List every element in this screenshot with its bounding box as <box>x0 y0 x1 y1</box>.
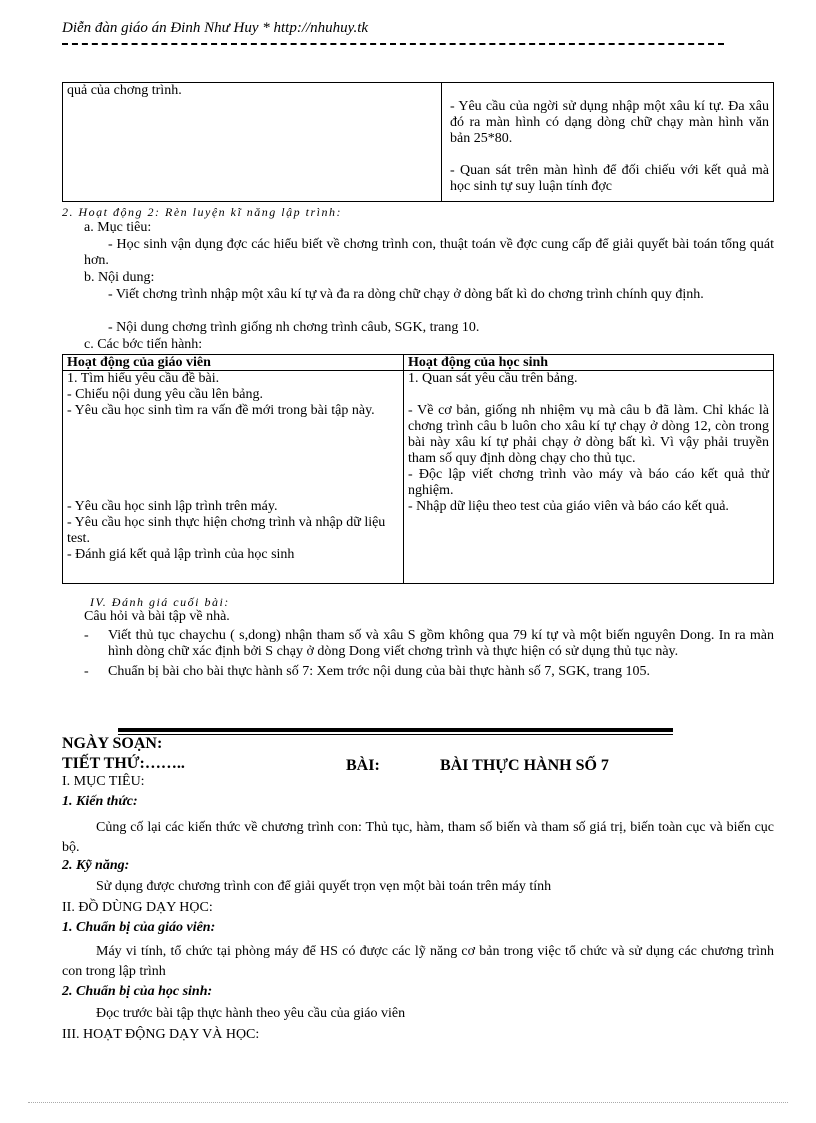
teacher-line-4: - Yêu cầu học sinh lập trình trên máy. <box>67 499 278 514</box>
tiet-thu: TIẾT THỨ:…….. <box>62 755 185 772</box>
footer-rule <box>28 1102 788 1103</box>
continuation-left-text: quả của chơng trình. <box>67 83 182 98</box>
gv-label: 1. Chuẩn bị của giáo viên: <box>62 920 216 935</box>
teacher-line-2: - Chiếu nội dung yêu cầu lên bảng. <box>67 387 263 402</box>
activity-table <box>62 354 774 584</box>
activity2-a-label: a. Mục tiêu: <box>84 220 152 235</box>
activity2-a-text: - Học sinh vận dụng đợc các hiểu biết về chơng trình con, thuật toán về đợc cung cấp để giải quyết bài toán tổng quát hơn. <box>84 237 774 268</box>
activity2-b-text-1: - Viết chơng trình nhập một xâu kí tự và đa ra dòng chữ chạy ở dòng bất kì do chơng trình chính quy định. <box>108 287 704 302</box>
student-line-4: - Nhập dữ liệu theo test của giáo viên và báo cáo kết quả. <box>408 499 729 514</box>
ngay-soan: NGÀY SOẠN: <box>62 735 163 752</box>
continuation-table <box>62 82 774 202</box>
activity2-title: 2. Hoạt động 2: Rèn luyện kĩ năng lập trình: <box>62 205 342 219</box>
teacher-line-1: 1. Tìm hiểu yêu cầu đề bài. <box>67 371 220 386</box>
bai-label: BÀI: <box>346 757 380 774</box>
student-cell <box>404 371 774 584</box>
continuation-right-text-2: - Quan sát trên màn hình để đối chiếu với kết quả mà học sinh tự suy luận tính đợc <box>450 163 769 194</box>
continuation-right-text-1: - Yêu cầu của ngời sử dụng nhập một xâu kí tự. Đa xâu đó ra màn hình có dạng dòng chữ chạy màn hình văn bản 25*80. <box>450 99 769 146</box>
homework-item-1: - Viết thủ tục chaychu ( s,dong) nhận tham số và xâu S gồm không qua 79 kí tự và một biến nguyên Dong. In ra màn hình dòng chữ xác định bởi S chạy ở dòng Dong viết chơng trình và thực hiện có sử dụng thủ tục này. <box>80 628 774 660</box>
kien-thuc-text: Củng cố lại các kiến thức về chương trình con: Thủ tục, hàm, tham số biến và tham số giá trị, biến toàn cục và biến cục bộ. <box>62 820 774 855</box>
teacher-cell <box>63 371 404 584</box>
student-column-header: Hoạt động của học sinh <box>404 355 774 371</box>
do-dung-heading: II. ĐỒ DÙNG DẠY HỌC: <box>62 900 213 915</box>
section-divider-thick <box>118 728 673 732</box>
hs-text: Đọc trước bài tập thực hành theo yêu cầu của giáo viên <box>96 1006 406 1021</box>
kien-thuc-label: 1. Kiến thức: <box>62 794 138 809</box>
gv-text: Máy vi tính, tổ chức tại phòng máy để HS có được các lỹ năng cơ bản trong việc tổ chức và sử dụng các chương trình con trong lập trình <box>62 944 774 979</box>
homework-item-2: - Chuẩn bị bài cho bài thực hành số 7: Xem trớc nội dung của bài thực hành số 7, SGK, trang 105. <box>80 664 774 680</box>
student-line-1: 1. Quan sát yêu cầu trên bảng. <box>408 371 578 386</box>
teacher-line-5: - Yêu cầu học sinh thực hiện chơng trình và nhập dữ liệu test. <box>67 515 386 546</box>
continuation-left-cell <box>63 83 442 202</box>
teacher-line-3: - Yêu cầu học sinh tìm ra vấn đề mới trong bài tập này. <box>67 403 375 418</box>
page-header: Diễn đàn giáo án Đinh Như Huy * http://nhuhuy.tk <box>62 20 369 36</box>
ky-nang-label: 2. Kỹ năng: <box>62 858 130 873</box>
section4-title: IV. Đánh giá cuối bài: <box>90 595 230 609</box>
section4-subtitle: Câu hỏi và bài tập về nhà. <box>84 609 230 624</box>
homework-list <box>80 628 774 684</box>
hoat-dong-heading: III. HOẠT ĐỘNG DẠY VÀ HỌC: <box>62 1027 260 1042</box>
activity2-c-label: c. Các bớc tiến hành: <box>84 337 203 352</box>
header-rule <box>62 43 724 45</box>
muc-tieu-heading: I. MỤC TIÊU: <box>62 774 145 789</box>
activity2-b-label: b. Nội dung: <box>84 270 155 285</box>
section-divider-thin <box>118 734 673 735</box>
hs-label: 2. Chuẩn bị của học sinh: <box>62 984 213 999</box>
bai-title: BÀI THỰC HÀNH SỐ 7 <box>440 757 609 774</box>
student-line-2: - Về cơ bản, giống nh nhiệm vụ mà câu b đã làm. Chỉ khác là chơng trình câu b luôn cho xâu kí tự chạy ở dòng 12, còn trong bài này xâu kí tự phải chạy ở dòng bất kì. Vì vậy phải truyền tham số quy định dòng chạy cho thủ tục. <box>408 403 769 466</box>
continuation-right-cell <box>442 83 774 202</box>
teacher-line-6: - Đánh giá kết quả lập trình của học sinh <box>67 547 295 562</box>
teacher-column-header: Hoạt động của giáo viên <box>63 355 404 371</box>
student-line-3: - Độc lập viết chơng trình vào máy và báo cáo kết quả thử nghiệm. <box>408 467 769 498</box>
ky-nang-text: Sử dụng được chương trình con để giải quyết trọn vẹn một bài toán trên máy tính <box>96 879 552 894</box>
activity2-b-text-2: - Nội dung chơng trình giống nh chơng trình câub, SGK, trang 10. <box>108 320 480 335</box>
